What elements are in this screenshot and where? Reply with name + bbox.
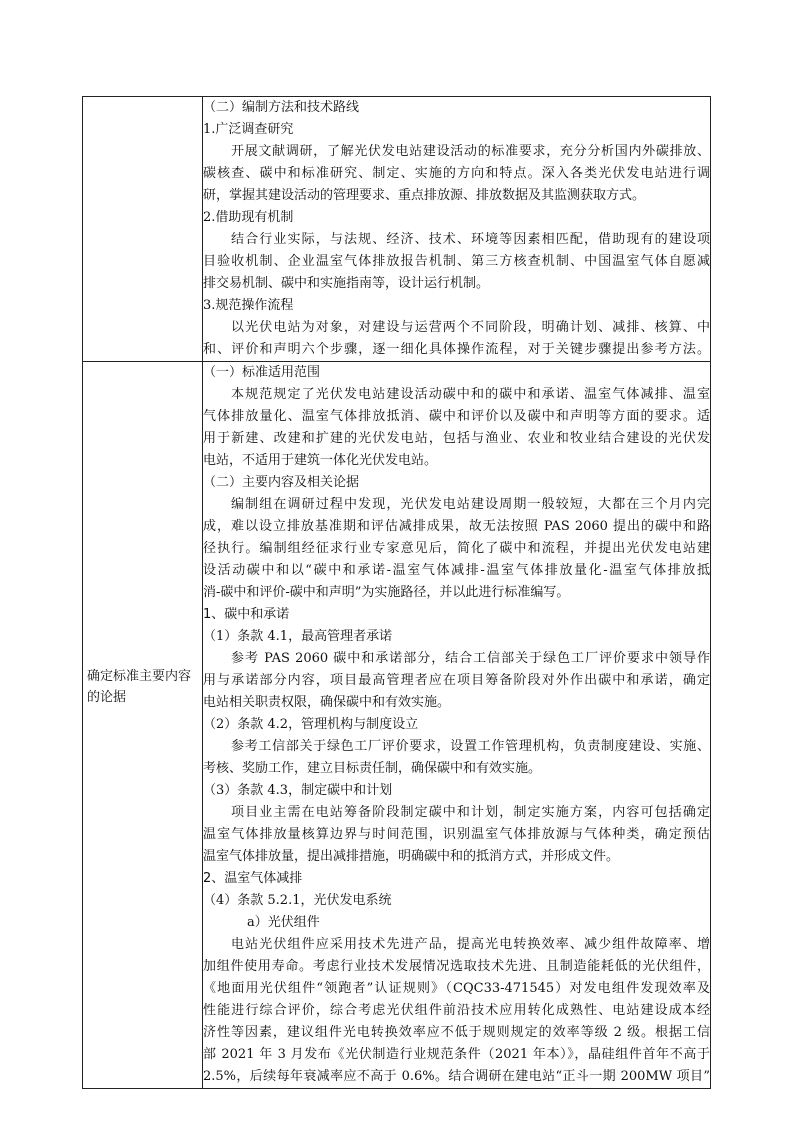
- text-line: 编制组在调研过程中发现，光伏发电站建设周期一般较短，大都在三个月内完: [231, 497, 710, 512]
- table-row: [83, 362, 711, 1089]
- text-line: 2.5%，后续每年衰减率应不高于 0.6%。结合调研在建电站“正斗一期 200MW 项目”: [203, 1069, 710, 1084]
- text-line: 参考 PAS 2060 碳中和承诺部分，结合工信部关于绿色工厂评价要求中领导作: [231, 651, 710, 666]
- text-line: 成，难以设立排放基准期和评估减排成果，故无法按照 PAS 2060 提出的碳中和路: [203, 519, 710, 534]
- text-line: 温室气体排放量核算边界与时间范围，识别温室气体排放源与气体种类，确定预估: [203, 827, 710, 842]
- text-line: 结合行业实际，与法规、经济、技术、环境等因素相匹配，借助现有的建设项: [231, 232, 710, 247]
- row-label-cell: [83, 362, 203, 1089]
- text-line: 济性等因素，建议组件光电转换效率应不低于规则规定的效率等级 2 级。根据工信: [203, 1025, 710, 1040]
- text-line: （1）条款 4.1，最高管理者承诺: [203, 629, 393, 644]
- text-line: 性能进行综合评价，综合考虑光伏组件前沿技术应用转化成熟性、电站建设成本经: [203, 1003, 710, 1018]
- text-line: 电站光伏组件应采用技术先进产品，提高光电转换效率、减少组件故障率、增: [231, 937, 710, 952]
- text-line: （二）编制方法和技术路线: [203, 100, 360, 115]
- text-line: 消-碳中和评价-碳中和声明”为实施路径，并以此进行标准编写。: [203, 585, 570, 600]
- text-line: 1.广泛调查研究: [203, 122, 294, 137]
- row-content-cell: [203, 362, 711, 1089]
- text-line: （3）条款 4.3，制定碳中和计划: [203, 783, 393, 798]
- text-line: 研，掌握其建设活动的管理要求、重点排放源、排放数据及其监测获取方式。: [203, 188, 646, 203]
- text-line: 以光伏电站为对象，对建设与运营两个不同阶段，明确计划、减排、核算、中: [231, 320, 710, 335]
- text-line: 项目业主需在电站筹备阶段制定碳中和计划，制定实施方案，内容可包括确定: [231, 805, 710, 820]
- text-line: （二）主要内容及相关论据: [203, 475, 360, 490]
- text-line: 目验收机制、企业温室气体排放报告机制、第三方核查机制、中国温室气体自愿减: [203, 254, 710, 269]
- text-line: 部 2021 年 3 月发布《光伏制造行业规范条件（2021 年本）》，晶硅组件首年不高于: [203, 1047, 710, 1062]
- text-line: （4）条款 5.2.1，光伏发电系统: [203, 893, 392, 908]
- text-line: a）光伏组件: [247, 915, 320, 930]
- row-label-cell: [83, 97, 203, 362]
- text-line: 用与承诺部分内容，项目最高管理者应在项目筹备阶段对外作出碳中和承诺，确定: [203, 673, 710, 688]
- text-line: 径执行。编制组经征求行业专家意见后，简化了碳中和流程，并提出光伏发电站建: [203, 541, 710, 556]
- text-line: 排交易机制、碳中和实施指南等，设计运行机制。: [203, 276, 490, 291]
- text-line: 电站，不适用于建筑一体化光伏发电站。: [203, 453, 438, 468]
- text-line: （一）标准适用范围: [203, 365, 321, 380]
- text-line: 参考工信部关于绿色工厂评价要求，设置工作管理机构，负责制度建设、实施、: [231, 739, 710, 754]
- text-line: 1、碳中和承诺: [203, 607, 290, 622]
- text-line: 电站相关职责权限，确保碳中和有效实施。: [203, 695, 451, 710]
- text-line: 温室气体排放量，提出减排措施，明确碳中和的抵消方式，并形成文件。: [203, 849, 620, 864]
- text-line: （2）条款 4.2，管理机构与制度设立: [203, 717, 419, 732]
- text-line: 3.规范操作流程: [203, 298, 294, 313]
- text-line: 和、评价和声明六个步骤，逐一细化具体操作流程，对于关键步骤提出参考方法。: [203, 342, 710, 357]
- text-line: 2、温室气体减排: [203, 871, 303, 886]
- text-line: 气体排放量化、温室气体排放抵消、碳中和评价以及碳中和声明等方面的要求。适: [203, 409, 710, 424]
- text-line: 开展文献调研，了解光伏发电站建设活动的标准要求，充分分析国内外碳排放、: [231, 144, 710, 159]
- text-line: 加组件使用寿命。考虑行业技术发展情况选取技术先进、且制造能耗低的光伏组件，: [203, 959, 710, 974]
- text-line: 考核、奖励工作，建立目标责任制，确保碳中和有效实施。: [203, 761, 542, 776]
- row-content-cell: [203, 97, 711, 362]
- text-line: 碳核查、碳中和标准研究、制定、实施的方向和特点。深入各类光伏发电站进行调: [203, 166, 710, 181]
- text-line: 用于新建、改建和扩建的光伏发电站，包括与渔业、农业和牧业结合建设的光伏发: [203, 431, 710, 446]
- content-table: [82, 96, 711, 1089]
- text-line: 2.借助现有机制: [203, 210, 294, 225]
- row-label: 确定标准主要内容的论据: [87, 669, 192, 705]
- text-line: 本规范规定了光伏发电站建设活动碳中和的碳中和承诺、温室气体减排、温室: [231, 387, 710, 402]
- table-row: [83, 97, 711, 362]
- text-line: 设活动碳中和以“碳中和承诺-温室气体减排-温室气体排放量化-温室气体排放抵: [203, 563, 710, 578]
- text-line: 《地面用光伏组件“领跑者”认证规则》（CQC33-471545）对发电组件发现效率及: [203, 981, 710, 996]
